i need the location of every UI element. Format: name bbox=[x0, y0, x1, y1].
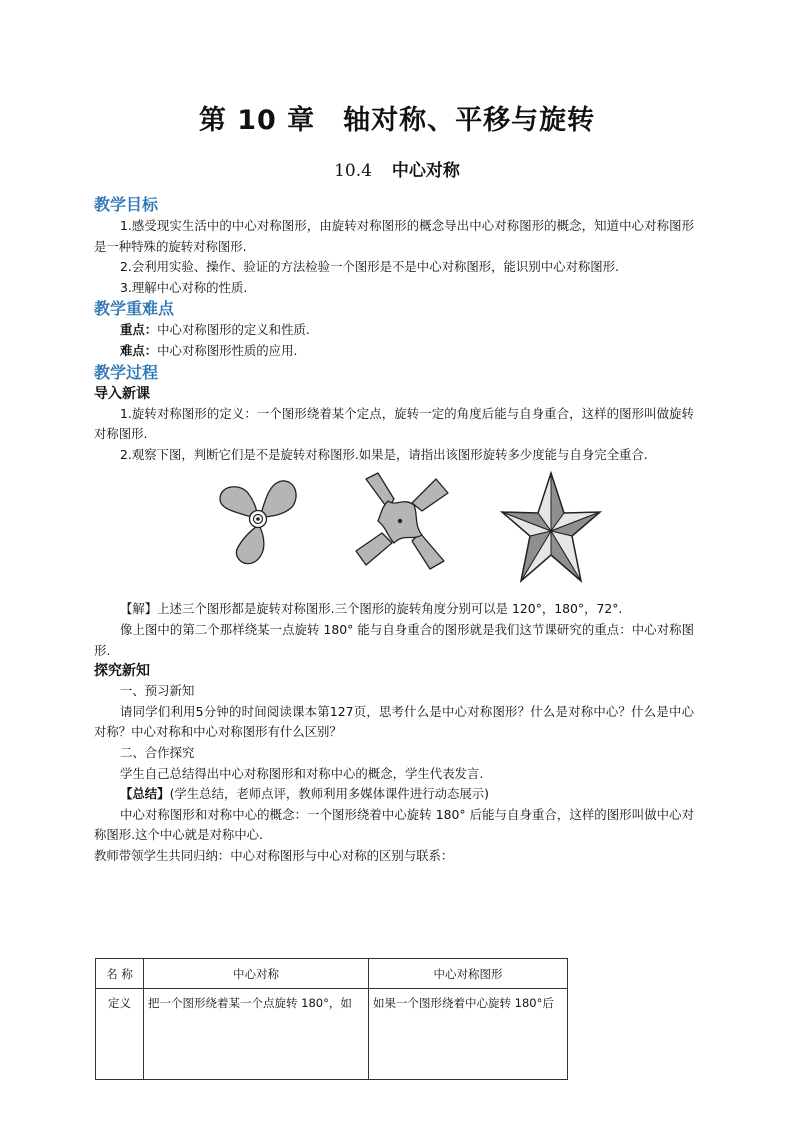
table-header-name: 名 称 bbox=[96, 959, 144, 989]
objective-item-3: 3.理解中心对称的性质. bbox=[120, 279, 248, 295]
summary-paragraph bbox=[94, 784, 694, 805]
section-name: 中心对称 bbox=[391, 161, 460, 181]
summary-text: (学生总结，老师点评，教师利用多媒体课件进行动态展示) bbox=[169, 786, 489, 802]
comparison-table bbox=[95, 958, 568, 1080]
chapter-title: 第 10 章 轴对称、平移与旋转 bbox=[198, 105, 596, 136]
lead-paragraph: 教师带领学生共同归纳：中心对称图形与中心对称的区别与联系： bbox=[94, 847, 454, 863]
intro-item-1: 1.旋转对称图形的定义：一个图形绕着某个定点，旋转一定的角度后能与自身重合，这样的图形叫做旋转对称图形. bbox=[94, 405, 694, 442]
table-cell-central-symmetric-figure: 如果一个图形绕着中心旋转 180°后 bbox=[369, 989, 568, 1080]
solution-text: 上述三个图形都是旋转对称图形.三个图形的旋转角度分别可以是 120°，180°，72°. bbox=[157, 601, 623, 617]
table-header-central-symmetric-figure: 中心对称图形 bbox=[369, 959, 568, 989]
coop-heading: 二、合作探究 bbox=[120, 744, 195, 760]
section-title bbox=[0, 156, 794, 181]
star-figure bbox=[499, 471, 603, 585]
key-points-heading: 教学重难点 bbox=[94, 299, 175, 319]
solution-paragraph bbox=[94, 599, 694, 620]
propeller-figure bbox=[212, 471, 306, 571]
process-heading: 教学过程 bbox=[94, 362, 159, 382]
explore-heading: 探究新知 bbox=[94, 663, 150, 680]
key-label: 重点： bbox=[120, 322, 158, 338]
difficult-point bbox=[94, 341, 694, 362]
solution-label: 【解】 bbox=[120, 601, 158, 617]
main-content bbox=[94, 194, 694, 866]
preview-heading: 一、预习新知 bbox=[120, 683, 195, 699]
difficult-label: 难点： bbox=[120, 342, 158, 358]
objectives-heading: 教学目标 bbox=[94, 195, 159, 214]
table-cell-central-symmetry: 把一个图形绕着某一个点旋转 180°，如 bbox=[144, 989, 369, 1080]
preview-text: 请同学们利用5分钟的时间阅读课本第127页，思考什么是中心对称图形？什么是对称中心？什么是中心对称？中心对称和中心对称图形有什么区别？ bbox=[94, 703, 694, 740]
difficult-text: 中心对称图形性质的应用. bbox=[157, 342, 298, 358]
intro-item-2: 2.观察下图，判断它们是不是旋转对称图形.如果是，请指出该图形旋转多少度能与自身完全重合. bbox=[120, 446, 648, 462]
transition-paragraph: 像上图中的第二个那样绕某一点旋转 180° 能与自身重合的图形就是我们这节课研究的重点：中心对称图形. bbox=[94, 621, 694, 658]
key-text: 中心对称图形的定义和性质. bbox=[157, 322, 310, 338]
summary-label: 【总结】 bbox=[120, 786, 170, 802]
key-point bbox=[94, 320, 694, 341]
comparison-table-wrap bbox=[95, 958, 568, 1080]
section-number: 10.4 bbox=[334, 161, 372, 181]
table-header-central-symmetry: 中心对称 bbox=[144, 959, 369, 989]
objective-item-2: 2.会利用实验、操作、验证的方法检验一个图形是不是中心对称图形，能识别中心对称图形. bbox=[120, 259, 619, 275]
concept-paragraph: 中心对称图形和对称中心的概念：一个图形绕着中心旋转 180° 后能与自身重合，这样的图形叫做中心对称图形.这个中心就是对称中心. bbox=[94, 806, 694, 843]
table-row-label: 定义 bbox=[96, 989, 144, 1080]
intro-heading: 导入新课 bbox=[94, 385, 150, 402]
figure-row bbox=[94, 471, 694, 593]
objective-item-1: 1.感受现实生活中的中心对称图形，由旋转对称图形的概念导出中心对称图形的概念，知道中心对称图形是一种特殊的旋转对称图形. bbox=[94, 218, 694, 254]
table-row bbox=[96, 989, 568, 1080]
coop-text: 学生自己总结得出中心对称图形和对称中心的概念，学生代表发言. bbox=[120, 765, 484, 781]
cross-figure bbox=[352, 471, 450, 571]
table-header-row bbox=[96, 959, 568, 989]
